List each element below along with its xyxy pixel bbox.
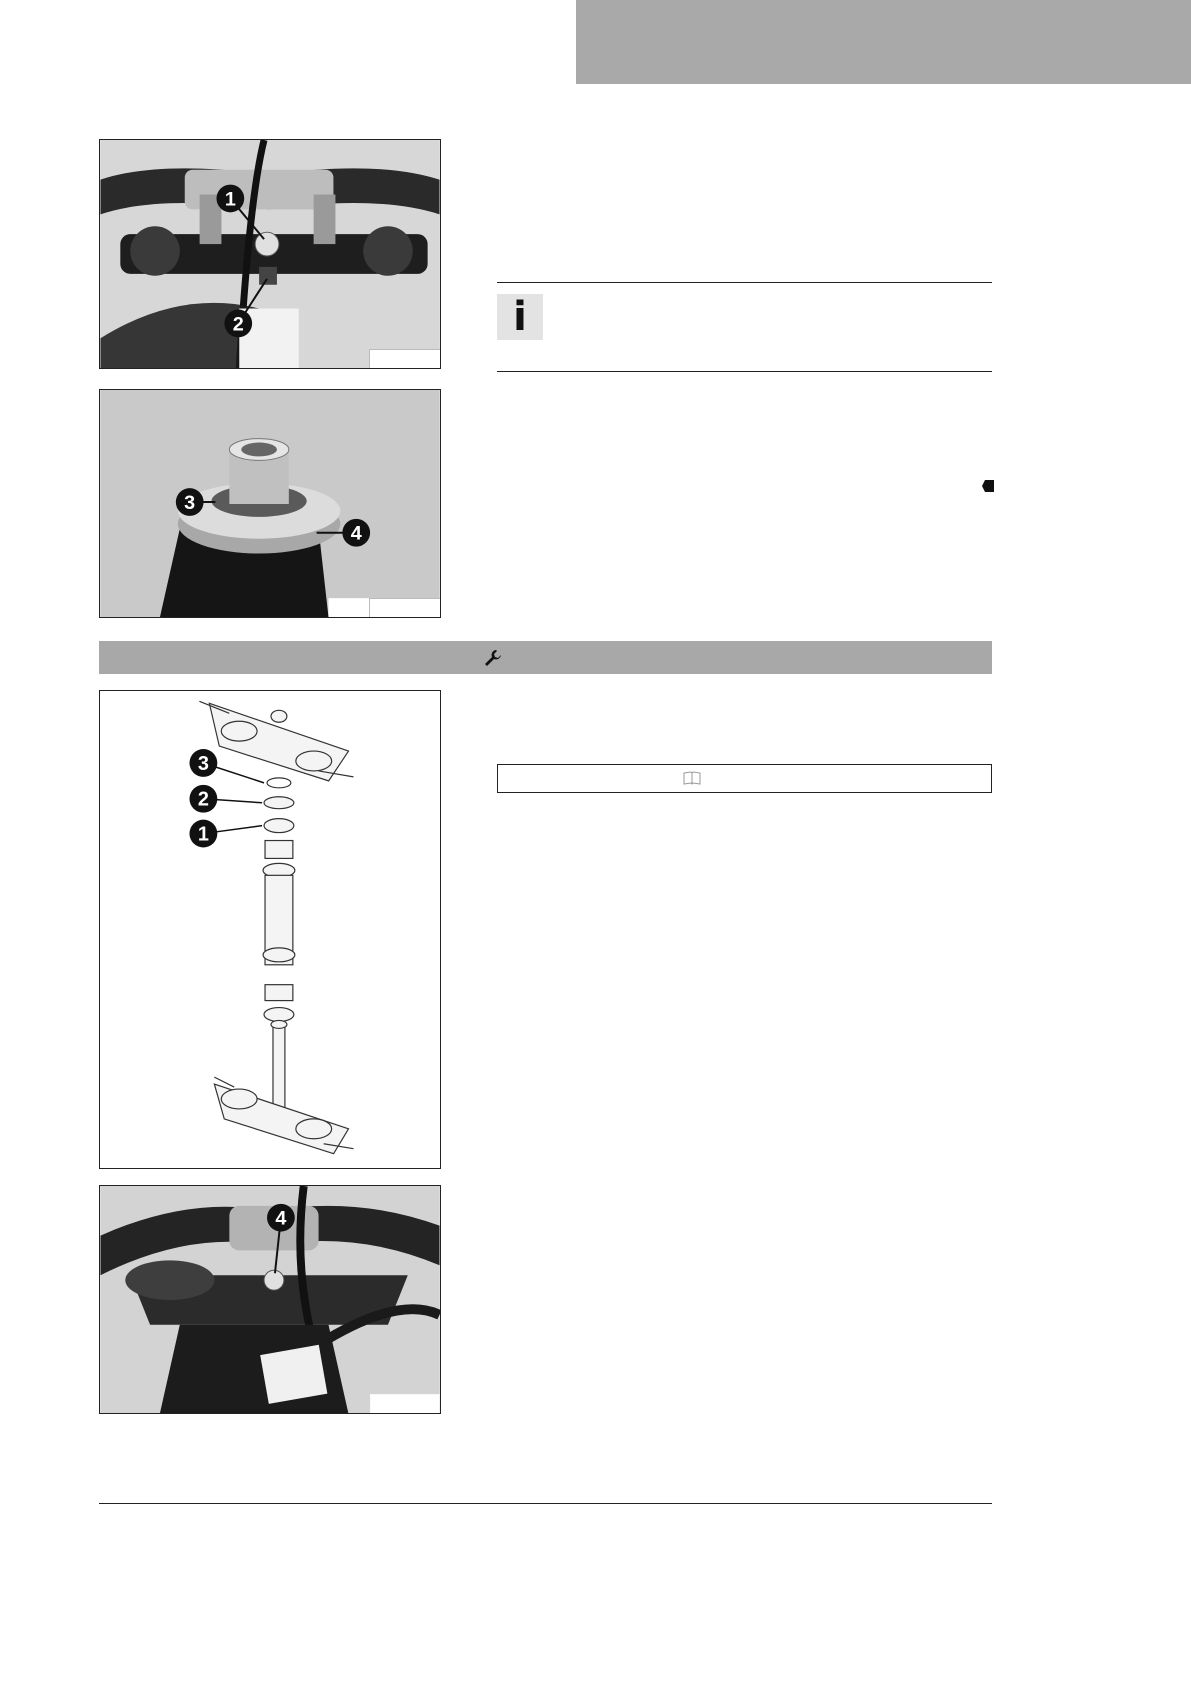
end-of-step-marker-icon	[982, 479, 994, 491]
figure-exploded-steering-diagram-image	[100, 691, 440, 1168]
svg-text:2: 2	[232, 313, 244, 336]
svg-text:4: 4	[350, 522, 362, 545]
book-reference-icon[interactable]	[683, 771, 701, 785]
svg-text:1: 1	[197, 823, 209, 846]
info-rule-top	[497, 282, 992, 283]
figure-steering-head	[99, 389, 441, 618]
svg-text:3: 3	[197, 752, 209, 775]
page-header-bar	[576, 0, 1191, 84]
svg-text:2: 2	[197, 788, 209, 811]
figure-steering-head-image	[100, 390, 440, 617]
figure-top-triple-clamp	[99, 139, 441, 369]
figure-installed-triple-clamp-image	[100, 1186, 440, 1413]
wrench-icon	[484, 649, 502, 667]
figure-top-triple-clamp-image	[100, 140, 440, 368]
section-heading-bar	[99, 641, 992, 674]
specification-box	[497, 764, 992, 793]
figure-exploded-steering-diagram	[99, 690, 441, 1169]
svg-text:3: 3	[184, 491, 196, 514]
info-rule-bottom	[497, 371, 992, 372]
figure-installed-triple-clamp	[99, 1185, 441, 1414]
svg-text:1: 1	[224, 188, 236, 211]
info-icon: i	[497, 294, 543, 340]
svg-text:4: 4	[275, 1207, 287, 1230]
figure-id-tag	[369, 349, 440, 368]
figure-id-tag	[369, 598, 440, 617]
footer-rule	[99, 1503, 992, 1504]
